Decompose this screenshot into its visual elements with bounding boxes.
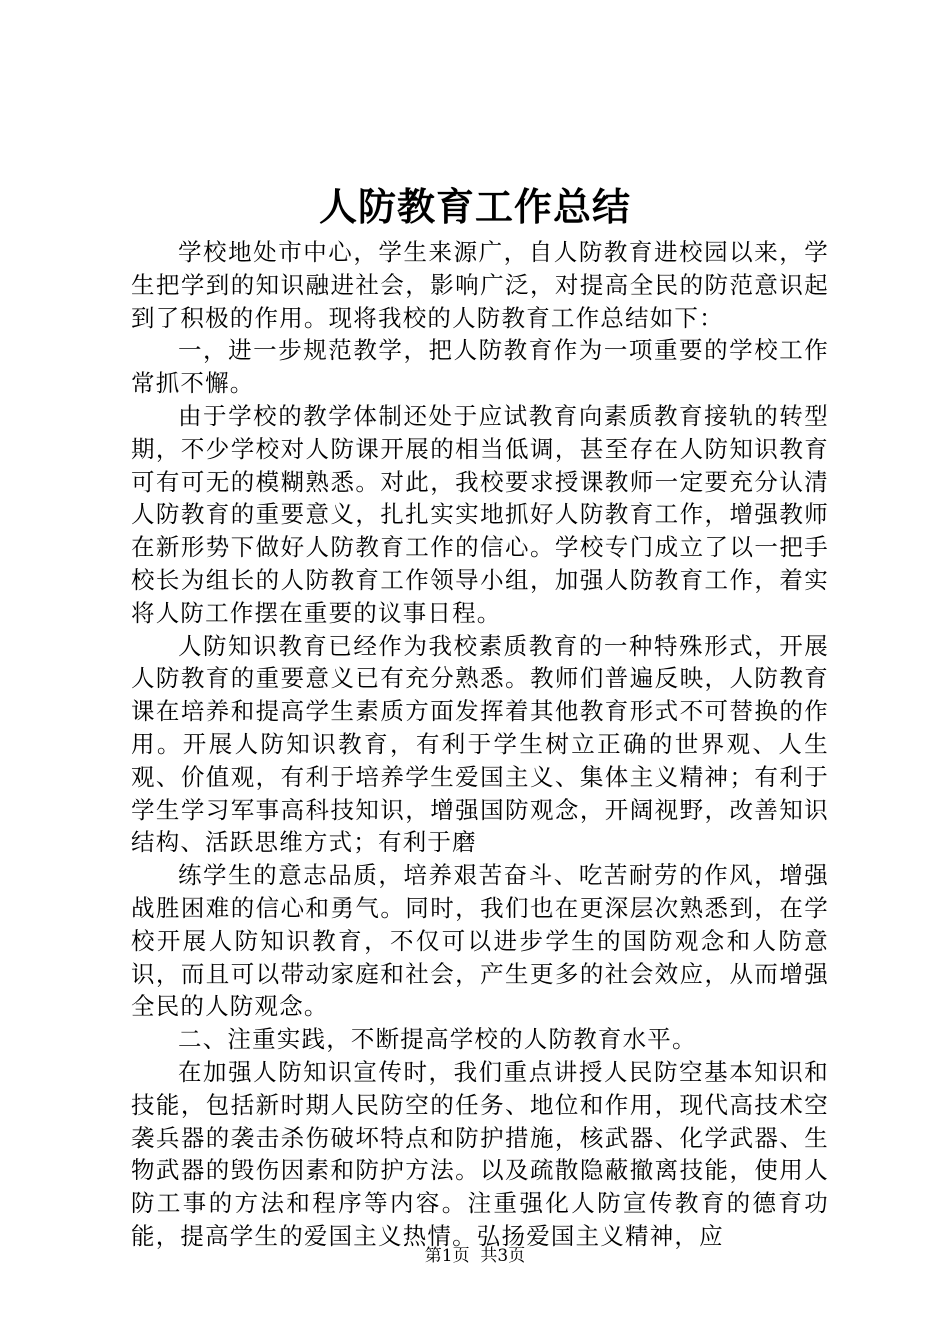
page-footer [0,1244,950,1268]
paragraph-intro: 学校地处市中心，学生来源广，自人防教育进校园以来，学生把学到的知识融进社会，影响广泛，对提高全民的防范意识起到了积极的作用。现将我校的人防教育工作总结如下： [131,238,829,332]
document-title: 人防教育工作总结 [318,184,631,229]
paragraph-section-1-body: 由于学校的教学体制还处于应试教育向素质教育接轨的转型期，不少学校对人防课开展的相当低调，甚至存在人防知识教育可有可无的模糊熟悉。对此，我校要求授课教师一定要充分认清人防教育的重要意义，扎扎实实地抓好人防教育工作，增强教师在新形势下做好人防教育工作的信心。学校专门成立了以一把手校长为组长的人防教育工作领导小组，加强人防教育工作，着实将人防工作摆在重要的议事日程。 [131,401,829,627]
paragraph-significance: 人防知识教育已经作为我校素质教育的一种特殊形式，开展人防教育的重要意义已有充分熟悉。教师们普遍反映，人防教育课在培养和提高学生素质方面发挥着其他教育形式不可替换的作用。开展人防知识教育，有利于学生树立正确的世界观、人生观、价值观，有利于培养学生爱国主义、集体主义精神；有利于学生学习军事高科技知识，增强国防观念，开阔视野，改善知识结构、活跃思维方式；有利于磨 [131,631,829,857]
paragraph-significance-continued: 练学生的意志品质，培养艰苦奋斗、吃苦耐劳的作风，增强战胜困难的信心和勇气。同时，我们也在更深层次熟悉到，在学校开展人防知识教育，不仅可以进步学生的国防观念和人防意识，而且可以带动家庭和社会，产生更多的社会效应，从而增强全民的人防观念。 [131,861,829,1021]
paragraph-section-1-heading: 一，进一步规范教学，把人防教育作为一项重要的学校工作常抓不懈。 [131,336,829,398]
document-body [131,236,829,1253]
page-number-label: 第1页 共3页 [424,1246,526,1266]
paragraph-section-2-heading: 二、注重实践，不断提高学校的人防教育水平。 [178,1025,697,1054]
paragraph-section-2-body: 在加强人防知识宣传时，我们重点讲授人民防空基本知识和技能，包括新时期人民防空的任务、地位和作用，现代高技术空袭兵器的袭击杀伤破坏特点和防护措施，核武器、化学武器、生物武器的毁伤因素和防护方法。以及疏散隐蔽撤离技能，使用人防工事的方法和程序等内容。注重强化人防宣传教育的德育功能，提高学生的爱国主义热情。弘扬爱国主义精神，应 [131,1057,829,1250]
